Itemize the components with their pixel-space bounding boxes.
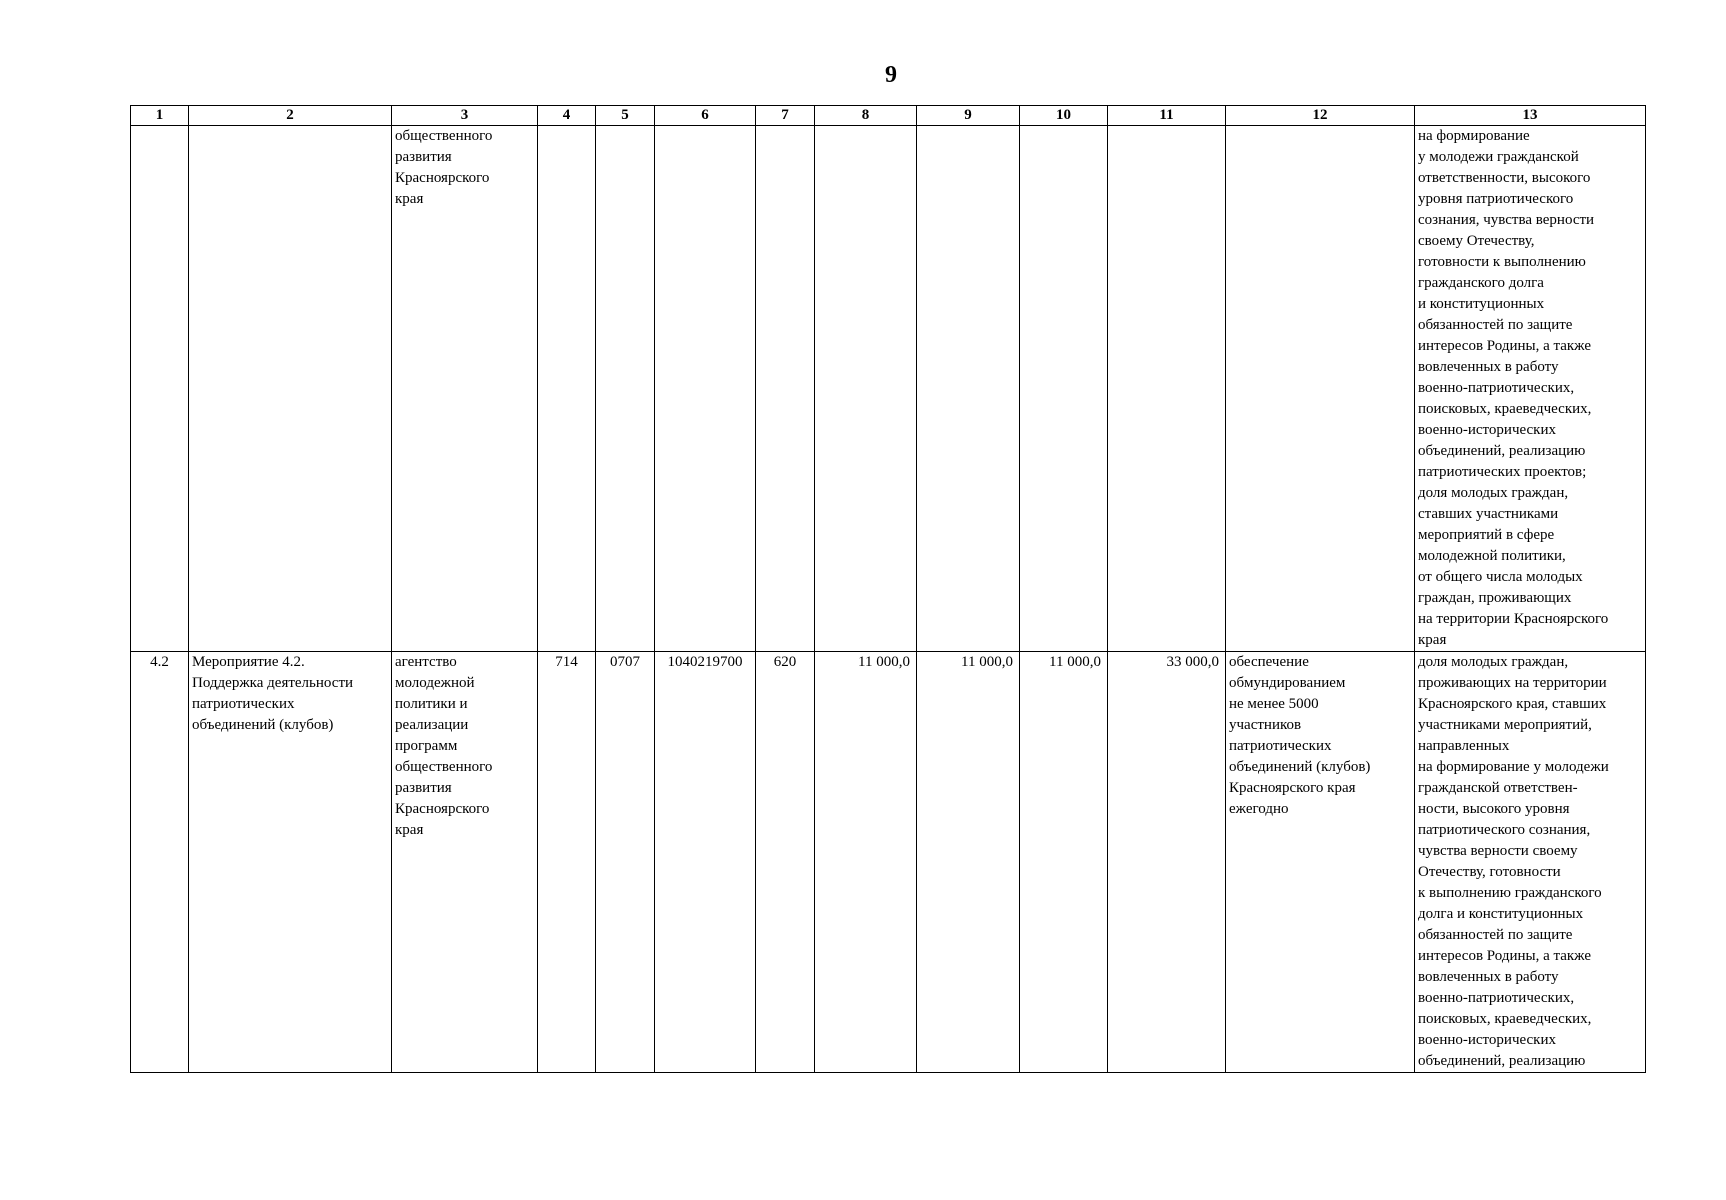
cell-grbs-code — [538, 126, 596, 652]
cell-rzpr-code: 0707 — [596, 652, 655, 1073]
cell-number: 4.2 — [131, 652, 189, 1073]
column-header: 8 — [815, 106, 917, 126]
table-row-4-2 — [131, 652, 1646, 1073]
cell-indicator: доля молодых граждан, проживающих на территории Красноярского края, ставших участниками мероприятий, направленных на формирование у молодежи гражданской ответствен- ности, высокого уровня патриотического сознания, чувства верности своему Отечеству, готовности к выполнению гражданского долга и конституционных обязанностей по защите интересов Родины, а также вовлеченных в работу военно-патриотических, поисковых, краеведческих, военно-исторических объединений, реализацию — [1415, 652, 1646, 1073]
page-number: 9 — [885, 62, 897, 88]
cell-amount-year1 — [815, 126, 917, 652]
column-header: 7 — [756, 106, 815, 126]
cell-activity-name — [189, 126, 392, 652]
column-header: 11 — [1108, 106, 1226, 126]
cell-amount-year2: 11 000,0 — [917, 652, 1020, 1073]
cell-csr-code — [655, 126, 756, 652]
cell-number — [131, 126, 189, 652]
column-header: 3 — [392, 106, 538, 126]
column-header: 4 — [538, 106, 596, 126]
column-header: 5 — [596, 106, 655, 126]
cell-amount-total: 33 000,0 — [1108, 652, 1226, 1073]
column-header: 10 — [1020, 106, 1108, 126]
cell-amount-total — [1108, 126, 1226, 652]
column-header: 12 — [1226, 106, 1415, 126]
table-row-continuation — [131, 126, 1646, 652]
cell-grbs-code: 714 — [538, 652, 596, 1073]
cell-vr-code: 620 — [756, 652, 815, 1073]
cell-executor: общественного развития Красноярского края — [392, 126, 538, 652]
cell-executor: агентство молодежной политики и реализации программ общественного развития Красноярского края — [392, 652, 538, 1073]
column-header: 9 — [917, 106, 1020, 126]
cell-amount-year3 — [1020, 126, 1108, 652]
column-header: 13 — [1415, 106, 1646, 126]
cell-csr-code: 1040219700 — [655, 652, 756, 1073]
column-header: 1 — [131, 106, 189, 126]
cell-amount-year1: 11 000,0 — [815, 652, 917, 1073]
program-activities-table — [130, 105, 1646, 1073]
column-header: 2 — [189, 106, 392, 126]
column-header: 6 — [655, 106, 756, 126]
cell-vr-code — [756, 126, 815, 652]
cell-indicator: на формирование у молодежи гражданской ответственности, высокого уровня патриотического сознания, чувства верности своему Отечеству, готовности к выполнению гражданского долга и конституционных обязанностей по защите интересов Родины, а также вовлеченных в работу военно-патриотических, поисковых, краеведческих, военно-исторических объединений, реализацию патриотических проектов; доля молодых граждан, ставших участниками мероприятий в сфере молодежной политики, от общего числа молодых граждан, проживающих на территории Красноярского края — [1415, 126, 1646, 652]
cell-expected-result: обеспечение обмундированием не менее 5000 участников патриотических объединений (клубов) Красноярского края ежегодно — [1226, 652, 1415, 1073]
cell-amount-year3: 11 000,0 — [1020, 652, 1108, 1073]
cell-rzpr-code — [596, 126, 655, 652]
cell-activity-name: Мероприятие 4.2. Поддержка деятельности патриотических объединений (клубов) — [189, 652, 392, 1073]
cell-amount-year2 — [917, 126, 1020, 652]
header-row — [131, 106, 1646, 126]
cell-expected-result — [1226, 126, 1415, 652]
